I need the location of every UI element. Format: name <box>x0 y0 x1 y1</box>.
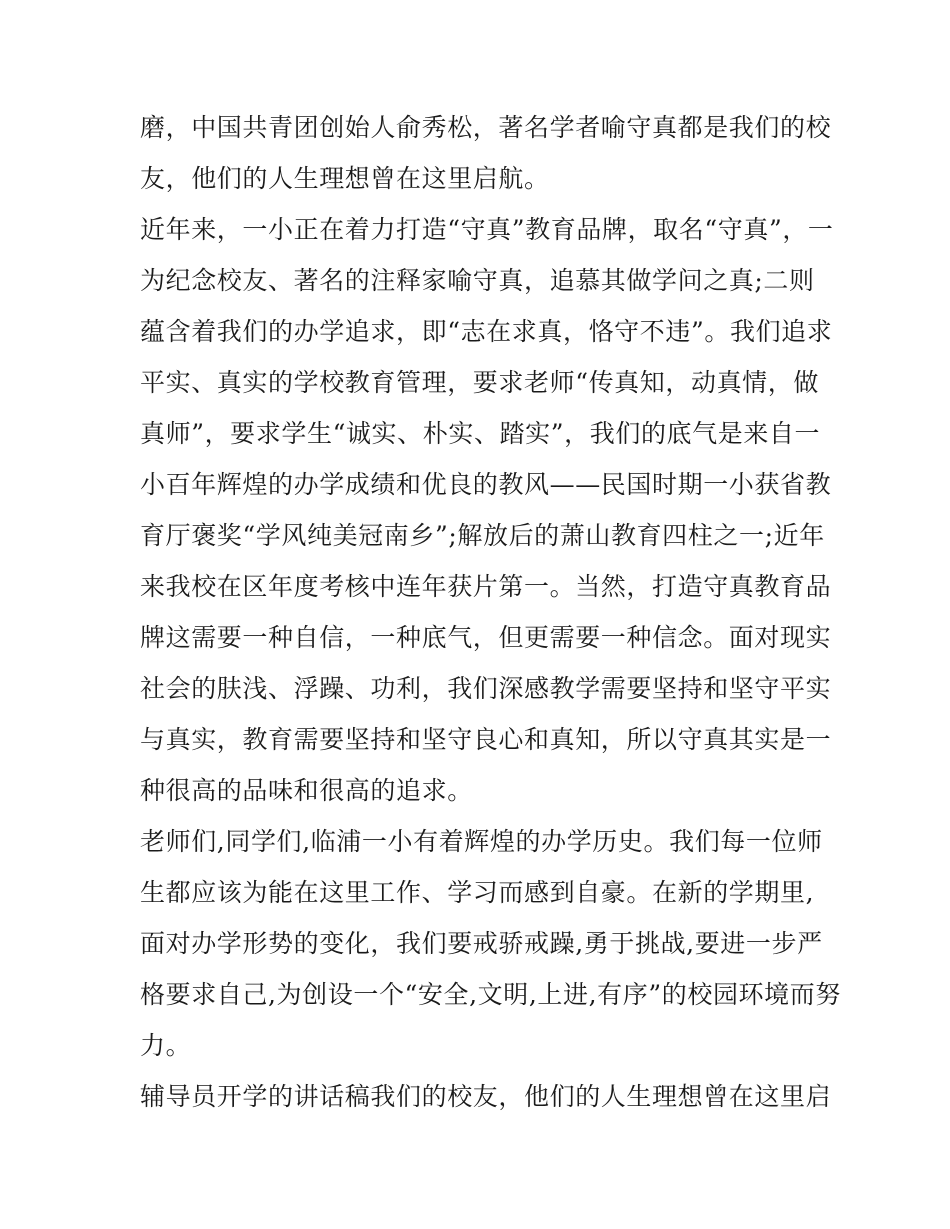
text-line: 蕴含着我们的办学追求，即“志在求真，恪守不违”。我们追求 <box>140 317 833 346</box>
text-line: 真师”，要求学生“诚实、朴实、踏实”，我们的底气是来自一 <box>140 419 821 448</box>
text-line: 磨，中国共青团创始人俞秀松，著名学者喻守真都是我们的校 <box>140 113 832 142</box>
text-line: 种很高的品味和很高的追求。 <box>140 776 473 805</box>
text-line: 牌这需要一种自信，一种底气，但更需要一种信念。面对现实 <box>140 623 832 652</box>
text-line: 社会的肤浅、浮躁、功利，我们深感教学需要坚持和坚守平实 <box>140 674 832 703</box>
text-line: 育厅褒奖“学风纯美冠南乡”;解放后的萧山教育四柱之一;近年 <box>140 521 825 550</box>
document-body <box>140 102 841 1122</box>
text-line: 生都应该为能在这里工作、学习而感到自豪。在新的学期里, <box>140 878 815 907</box>
text-line: 面对办学形势的变化，我们要戒骄戒躁,勇于挑战,要进一步严 <box>140 929 823 958</box>
text-line: 辅导员开学的讲话稿我们的校友，他们的人生理想曾在这里启 <box>140 1082 832 1111</box>
text-line: 格要求自己,为创设一个“安全,文明,上进,有序”的校园环境而努 <box>140 980 841 1009</box>
text-line: 平实、真实的学校教育管理，要求老师“传真知，动真情，做 <box>140 368 819 397</box>
text-line: 老师们,同学们,临浦一小有着辉煌的办学历史。我们每一位师 <box>140 827 823 856</box>
text-line: 近年来，一小正在着力打造“守真”教育品牌，取名“守真”，一 <box>140 215 834 244</box>
text-line: 小百年辉煌的办学成绩和优良的教风——民国时期一小获省教 <box>140 470 832 499</box>
text-line: 来我校在区年度考核中连年获片第一。当然，打造守真教育品 <box>140 572 832 601</box>
text-line: 力。 <box>140 1031 192 1060</box>
text-line: 友，他们的人生理想曾在这里启航。 <box>140 164 550 193</box>
text-line: 与真实，教育需要坚持和坚守良心和真知，所以守真其实是一 <box>140 725 832 754</box>
text-line: 为纪念校友、著名的注释家喻守真，追慕其做学问之真;二则 <box>140 266 815 295</box>
